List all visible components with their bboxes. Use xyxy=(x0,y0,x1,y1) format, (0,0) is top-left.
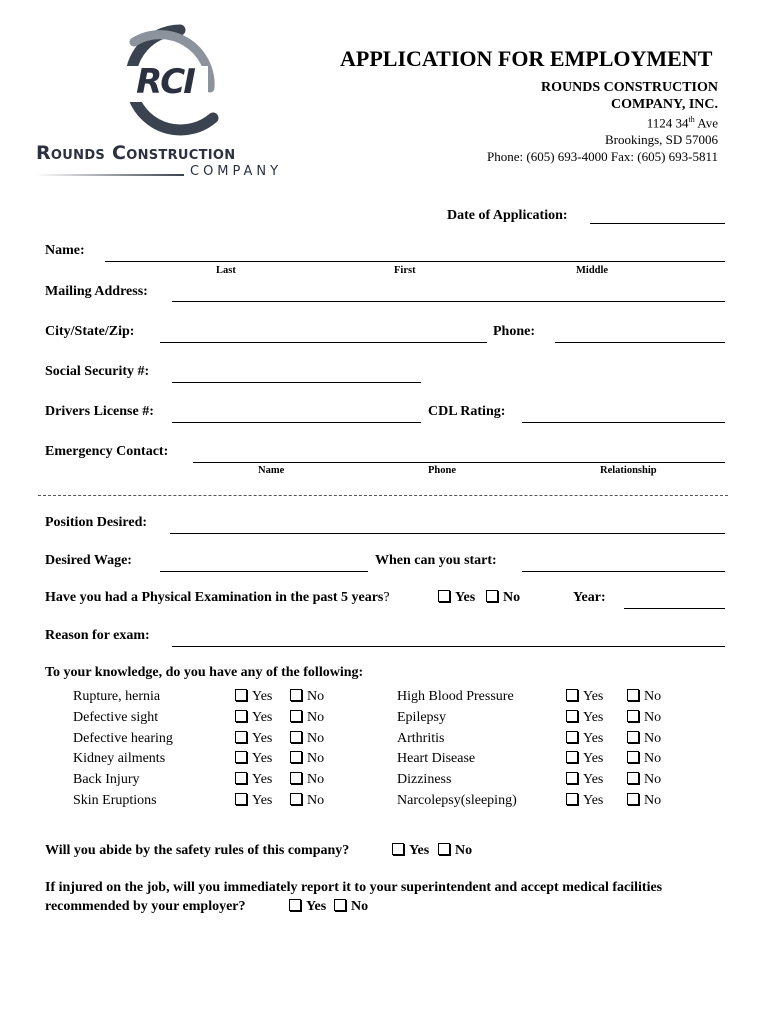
injury-question-line-1: If injured on the job, will you immediately report it to your superintendent and accept medical facilities xyxy=(45,880,663,895)
condition-yes-option[interactable]: Yes xyxy=(235,731,272,747)
checkbox-icon[interactable] xyxy=(627,731,639,743)
condition-label: Kidney ailments xyxy=(73,751,166,766)
ssn-line xyxy=(172,382,421,383)
phone-field[interactable] xyxy=(557,325,722,341)
name-line xyxy=(105,261,725,262)
checkbox-icon[interactable] xyxy=(566,793,578,805)
condition-yes-option[interactable]: Yes xyxy=(566,751,603,767)
injury-question-line-2: recommended by your employer? xyxy=(45,899,246,914)
date-label: Date of Application: xyxy=(447,208,568,223)
condition-yes-option[interactable]: Yes xyxy=(235,772,272,788)
checkbox-icon[interactable] xyxy=(235,731,247,743)
reason-label: Reason for exam: xyxy=(45,628,150,643)
injury-no-option[interactable]: No xyxy=(334,899,368,915)
safety-question: Will you abide by the safety rules of this company? xyxy=(45,843,350,858)
condition-yes-option[interactable]: Yes xyxy=(235,751,272,767)
safety-no-option[interactable]: No xyxy=(438,843,472,859)
emergency-label: Emergency Contact: xyxy=(45,444,169,459)
emergency-sub-name: Name xyxy=(258,465,285,476)
condition-no-option[interactable]: No xyxy=(627,751,661,767)
checkbox-icon[interactable] xyxy=(627,793,639,805)
condition-yes-option[interactable]: Yes xyxy=(566,689,603,705)
checkbox-icon[interactable] xyxy=(290,793,302,805)
city-line xyxy=(160,342,487,343)
position-label: Position Desired: xyxy=(45,515,148,530)
checkbox-icon[interactable] xyxy=(566,751,578,763)
condition-label: Back Injury xyxy=(73,772,140,787)
wage-label: Desired Wage: xyxy=(45,553,132,568)
condition-label: Skin Eruptions xyxy=(73,793,157,808)
condition-no-option[interactable]: No xyxy=(290,689,324,705)
emergency-sub-relationship: Relationship xyxy=(600,465,657,476)
dl-field[interactable] xyxy=(174,405,418,421)
condition-no-option[interactable]: No xyxy=(627,689,661,705)
condition-label: High Blood Pressure xyxy=(397,689,514,704)
name-sub-first: First xyxy=(394,265,416,276)
emergency-sub-phone: Phone xyxy=(428,465,457,476)
section-divider xyxy=(38,495,728,496)
logo-monogram: RCI xyxy=(136,62,194,102)
emergency-line xyxy=(193,462,725,463)
checkbox-icon[interactable] xyxy=(566,710,578,722)
knowledge-label: To your knowledge, do you have any of the following: xyxy=(45,665,364,680)
physical-yes-option[interactable]: Yes xyxy=(438,590,475,606)
checkbox-icon[interactable] xyxy=(290,731,302,743)
city-label: City/State/Zip: xyxy=(45,324,135,339)
checkbox-icon[interactable] xyxy=(235,772,247,784)
ssn-label: Social Security #: xyxy=(45,364,150,379)
injury-yes-option[interactable]: Yes xyxy=(289,899,326,915)
condition-yes-option[interactable]: Yes xyxy=(566,731,603,747)
name-sub-middle: Middle xyxy=(576,265,609,276)
year-field[interactable] xyxy=(626,591,722,607)
checkbox-icon[interactable] xyxy=(392,843,404,855)
logo-company-name: Rounds Construction xyxy=(36,142,236,164)
checkbox-icon[interactable] xyxy=(290,772,302,784)
mailing-line xyxy=(172,301,725,302)
condition-label: Narcolepsy(sleeping) xyxy=(397,793,517,808)
date-field[interactable] xyxy=(592,207,722,223)
condition-no-option[interactable]: No xyxy=(290,751,324,767)
mailing-label: Mailing Address: xyxy=(45,284,148,299)
year-line xyxy=(624,608,725,609)
cdl-line xyxy=(522,422,725,423)
condition-label: Rupture, hernia xyxy=(73,689,161,704)
condition-no-option[interactable]: No xyxy=(627,731,661,747)
checkbox-icon[interactable] xyxy=(486,590,498,602)
condition-yes-option[interactable]: Yes xyxy=(566,793,603,809)
start-line xyxy=(522,571,725,572)
condition-label: Dizziness xyxy=(397,772,452,787)
company-address-1: 1124 34th Ave xyxy=(646,115,718,131)
phone-line xyxy=(555,342,725,343)
logo-company-sub: COMPANY xyxy=(190,164,283,179)
checkbox-icon[interactable] xyxy=(290,710,302,722)
condition-label: Defective sight xyxy=(73,710,159,725)
safety-yes-option[interactable]: Yes xyxy=(392,843,429,859)
condition-no-option[interactable]: No xyxy=(290,772,324,788)
wage-field[interactable] xyxy=(162,554,365,570)
checkbox-icon[interactable] xyxy=(566,689,578,701)
checkbox-icon[interactable] xyxy=(627,772,639,784)
condition-no-option[interactable]: No xyxy=(627,772,661,788)
start-field[interactable] xyxy=(524,554,722,570)
reason-field[interactable] xyxy=(174,629,722,645)
checkbox-icon[interactable] xyxy=(566,772,578,784)
checkbox-icon[interactable] xyxy=(627,689,639,701)
condition-yes-option[interactable]: Yes xyxy=(235,710,272,726)
checkbox-icon[interactable] xyxy=(235,689,247,701)
ssn-field[interactable] xyxy=(174,365,418,381)
condition-no-option[interactable]: No xyxy=(290,793,324,809)
condition-yes-option[interactable]: Yes xyxy=(566,772,603,788)
checkbox-icon[interactable] xyxy=(566,731,578,743)
name-field[interactable] xyxy=(108,244,720,260)
company-name-line-2: COMPANY, INC. xyxy=(611,97,718,112)
name-sub-last: Last xyxy=(216,265,236,276)
condition-label: Epilepsy xyxy=(397,710,446,725)
emergency-field[interactable] xyxy=(195,445,722,461)
checkbox-icon[interactable] xyxy=(289,899,301,911)
condition-no-option[interactable]: No xyxy=(627,710,661,726)
condition-no-option[interactable]: No xyxy=(290,710,324,726)
reason-line xyxy=(172,646,725,647)
checkbox-icon[interactable] xyxy=(627,710,639,722)
condition-no-option[interactable]: No xyxy=(290,731,324,747)
page-title: APPLICATION FOR EMPLOYMENT xyxy=(340,46,713,71)
logo-divider xyxy=(36,174,184,176)
company-logo xyxy=(30,18,320,188)
company-name-line-1: ROUNDS CONSTRUCTION xyxy=(541,80,718,95)
physical-no-option[interactable]: No xyxy=(486,590,520,606)
checkbox-icon[interactable] xyxy=(290,751,302,763)
dl-label: Drivers License #: xyxy=(45,404,154,419)
condition-yes-option[interactable]: Yes xyxy=(566,710,603,726)
name-label: Name: xyxy=(45,243,85,258)
condition-no-option[interactable]: No xyxy=(627,793,661,809)
cdl-field[interactable] xyxy=(524,405,722,421)
dl-line xyxy=(172,422,421,423)
checkbox-icon[interactable] xyxy=(290,689,302,701)
condition-label: Arthritis xyxy=(397,731,445,746)
phone-label: Phone: xyxy=(493,324,535,339)
checkbox-icon[interactable] xyxy=(235,710,247,722)
condition-yes-option[interactable]: Yes xyxy=(235,689,272,705)
position-line xyxy=(170,533,725,534)
company-address-2: Brookings, SD 57006 xyxy=(604,132,718,147)
wage-line xyxy=(160,571,368,572)
company-phone-fax: Phone: (605) 693-4000 Fax: (605) 693-5811 xyxy=(487,149,718,164)
cdl-label: CDL Rating: xyxy=(428,404,506,419)
year-label: Year: xyxy=(573,590,606,605)
date-line xyxy=(590,223,725,224)
start-label: When can you start: xyxy=(375,553,497,568)
mailing-field[interactable] xyxy=(174,284,722,300)
checkbox-icon[interactable] xyxy=(334,899,346,911)
city-field[interactable] xyxy=(162,325,484,341)
condition-label: Defective hearing xyxy=(73,731,173,746)
checkbox-icon[interactable] xyxy=(627,751,639,763)
checkbox-icon[interactable] xyxy=(438,843,450,855)
checkbox-icon[interactable] xyxy=(235,793,247,805)
checkbox-icon[interactable] xyxy=(235,751,247,763)
condition-label: Heart Disease xyxy=(397,751,476,766)
condition-yes-option[interactable]: Yes xyxy=(235,793,272,809)
physical-question: Have you had a Physical Examination in the past 5 years? xyxy=(45,590,390,605)
position-field[interactable] xyxy=(172,516,722,532)
checkbox-icon[interactable] xyxy=(438,590,450,602)
